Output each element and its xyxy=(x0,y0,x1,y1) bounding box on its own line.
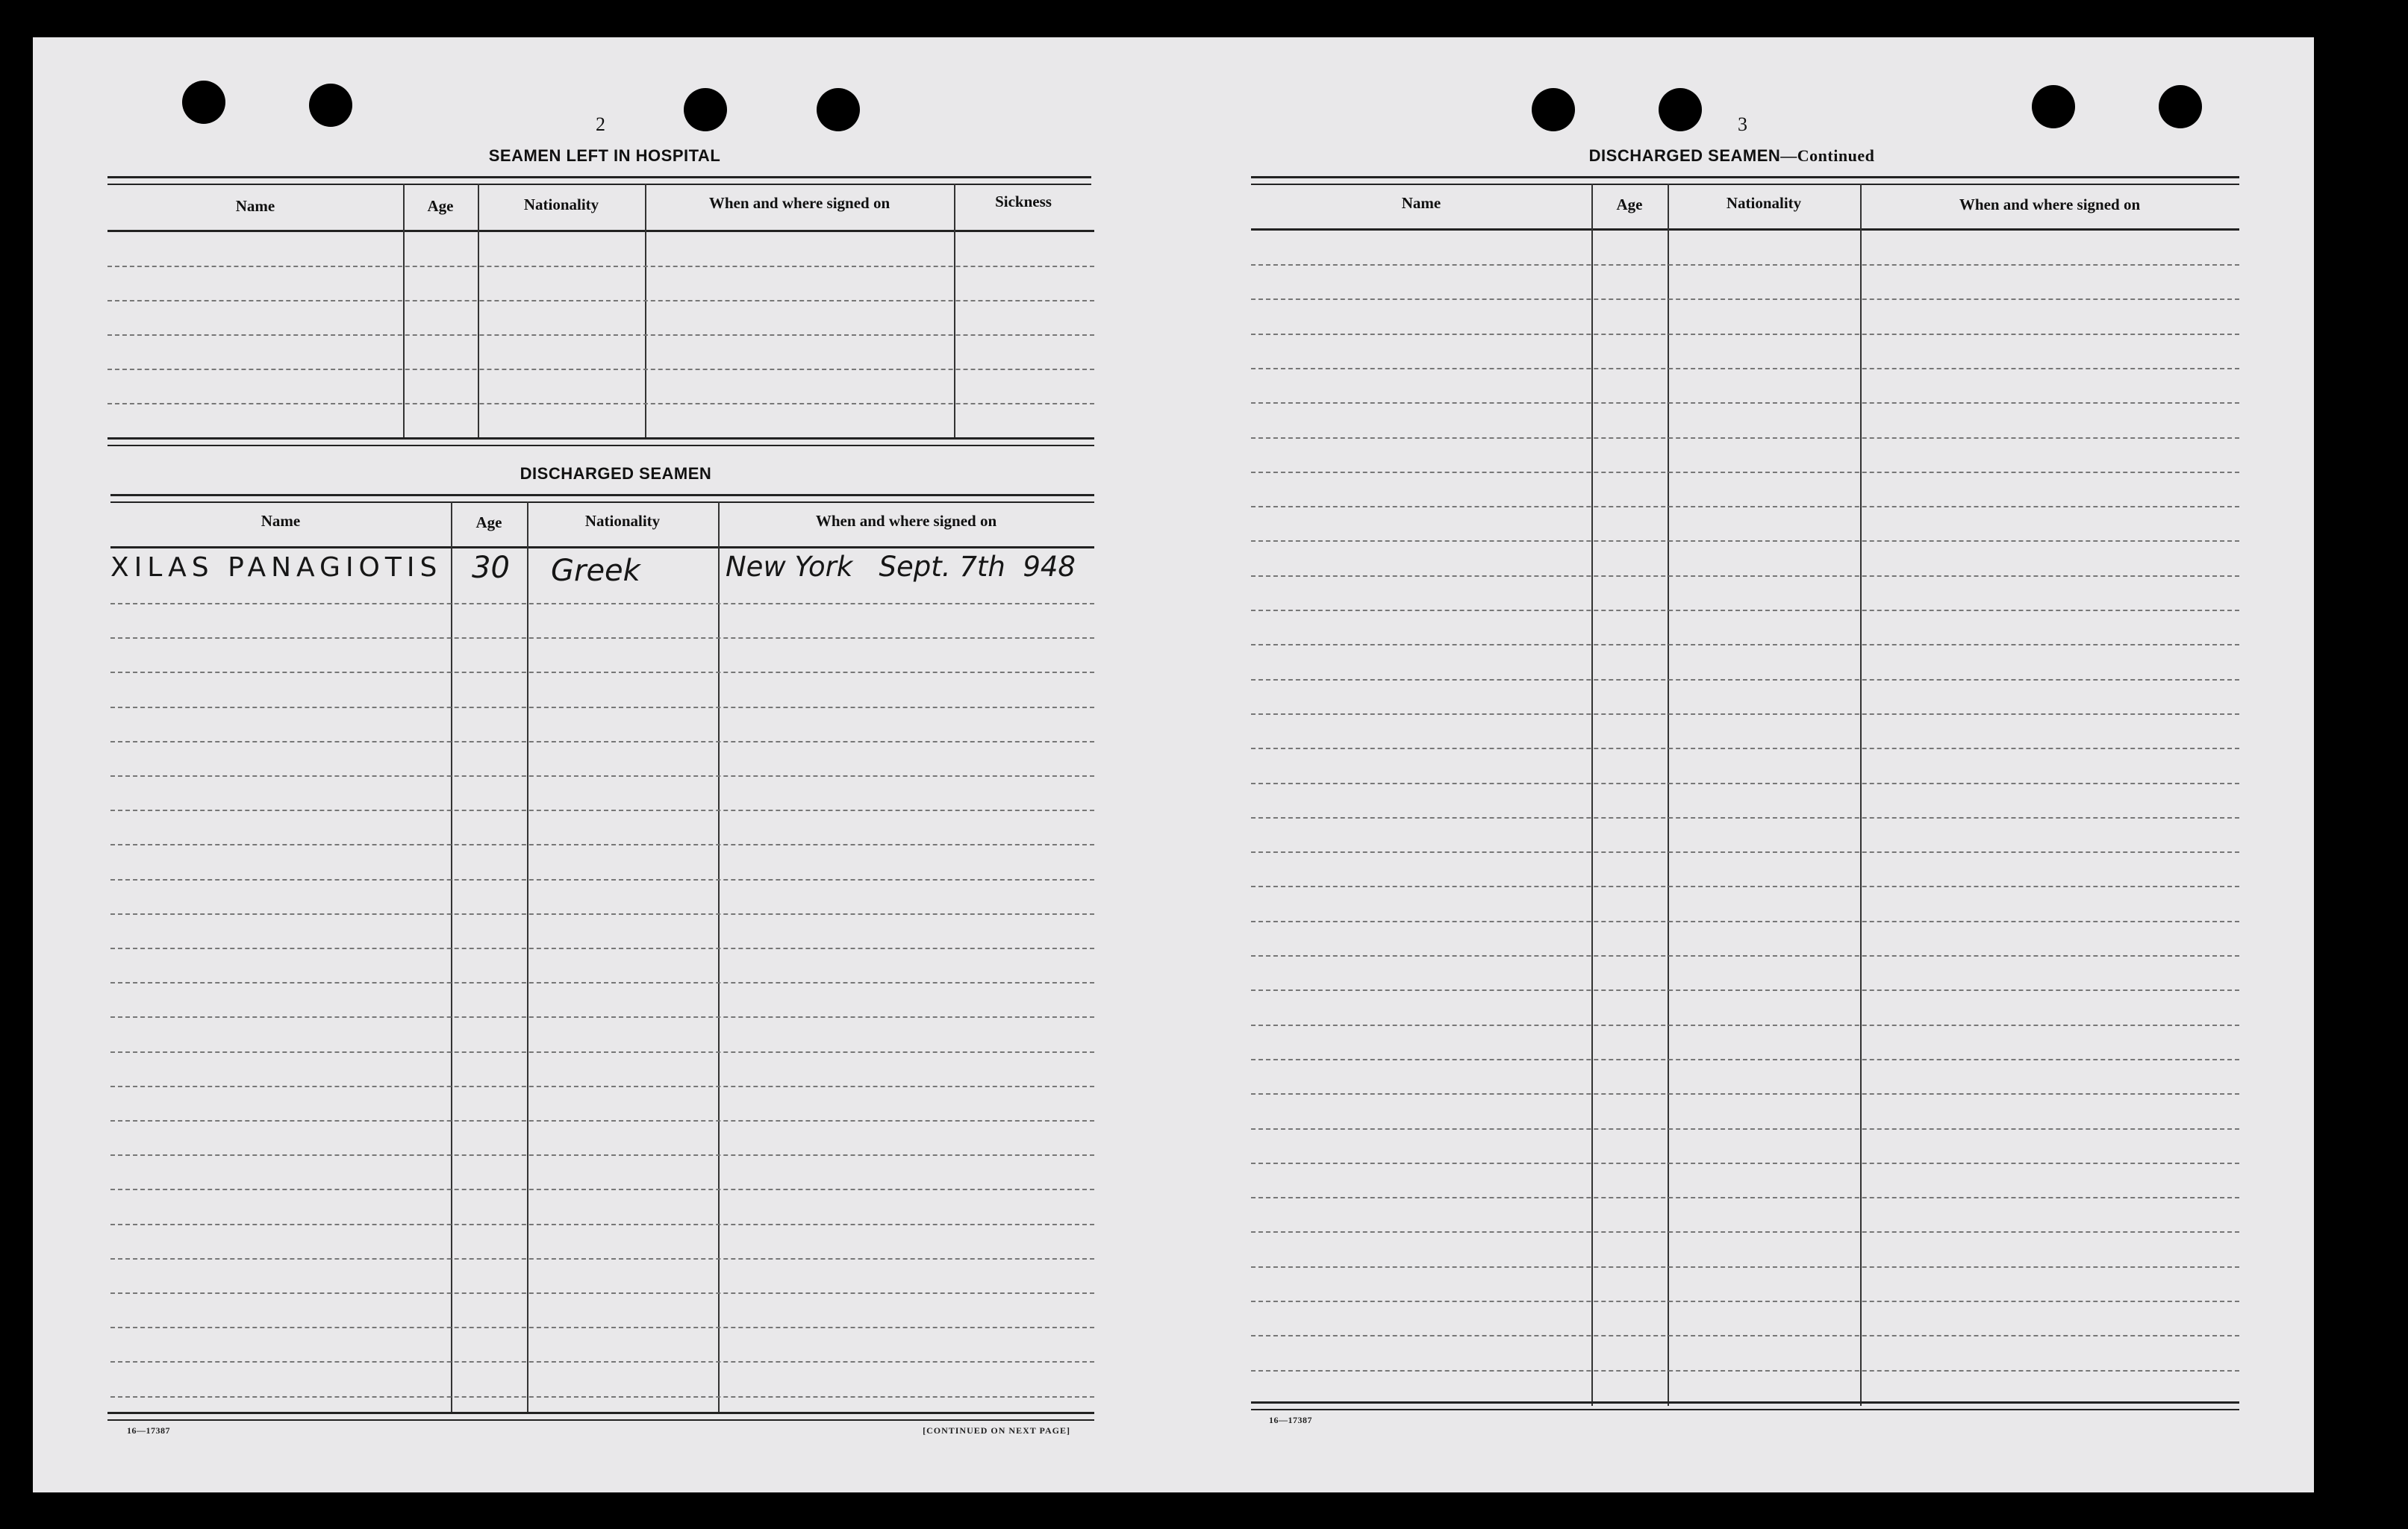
row-line xyxy=(1251,334,2239,335)
punch-hole xyxy=(2159,85,2202,128)
row-line xyxy=(1251,540,2239,542)
row-line xyxy=(107,266,1094,267)
row-line xyxy=(110,1327,1094,1328)
row-line xyxy=(110,1224,1094,1225)
row-line xyxy=(1251,437,2239,439)
row-line xyxy=(110,982,1094,984)
punch-hole xyxy=(1659,88,1702,131)
column-divider xyxy=(645,184,646,439)
punch-hole xyxy=(1532,88,1575,131)
row-line xyxy=(110,844,1094,845)
row-line xyxy=(1251,817,2239,819)
row-line xyxy=(1251,783,2239,784)
column-divider xyxy=(954,184,955,439)
page-number-left: 2 xyxy=(596,113,605,135)
title-suffix: —Continued xyxy=(1780,146,1875,165)
row-line xyxy=(110,810,1094,811)
punch-hole xyxy=(2032,85,2075,128)
row-line xyxy=(1251,1025,2239,1026)
row-line xyxy=(1251,748,2239,749)
hospital-header-nationality: Nationality xyxy=(523,196,599,213)
column-divider xyxy=(1668,184,1669,1406)
row-line xyxy=(107,403,1094,404)
column-divider xyxy=(1591,184,1593,1406)
column-divider xyxy=(478,184,479,439)
right-header-signed-on: When and where signed on xyxy=(1959,196,2141,213)
right-section-title xyxy=(1538,146,1926,166)
row-line xyxy=(110,1154,1094,1156)
form-number-right: 16—17387 xyxy=(1269,1415,1312,1425)
discharged-section-title: DISCHARGED SEAMEN xyxy=(520,464,712,483)
row-line xyxy=(1251,402,2239,404)
rule xyxy=(107,437,1094,446)
row-line xyxy=(110,1292,1094,1294)
discharged-header-name: Name xyxy=(261,512,301,530)
entry-nationality: Greek xyxy=(551,554,640,588)
hospital-header-signed-on: When and where signed on xyxy=(708,194,890,212)
row-line xyxy=(1251,713,2239,715)
row-line xyxy=(1251,575,2239,577)
column-divider xyxy=(403,184,405,439)
discharged-header-age: Age xyxy=(475,513,502,531)
row-line xyxy=(1251,472,2239,473)
discharged-header-signed-on: When and where signed on xyxy=(815,512,997,530)
page-number-right: 3 xyxy=(1738,113,1747,135)
continued-note: [CONTINUED ON NEXT PAGE] xyxy=(923,1425,1070,1436)
rule xyxy=(107,1412,1094,1421)
row-line xyxy=(1251,264,2239,266)
row-line xyxy=(107,334,1094,336)
row-line xyxy=(107,300,1094,301)
row-line xyxy=(110,1120,1094,1122)
header-rule xyxy=(107,230,1094,232)
header-rule xyxy=(1251,228,2239,231)
rule xyxy=(110,494,1094,503)
entry-signed-on: New York Sept. 7th 948 xyxy=(726,551,1076,583)
row-line xyxy=(110,879,1094,881)
row-line xyxy=(1251,921,2239,922)
rule xyxy=(107,176,1091,185)
row-line xyxy=(107,369,1094,370)
row-line xyxy=(110,1016,1094,1018)
row-line xyxy=(1251,1266,2239,1268)
title-main: DISCHARGED SEAMEN xyxy=(1588,146,1781,165)
hospital-header-age: Age xyxy=(427,197,454,215)
form-sheet xyxy=(33,37,2314,1492)
punch-hole xyxy=(817,88,860,131)
row-line xyxy=(1251,989,2239,991)
hospital-header-sickness: Sickness xyxy=(995,193,1052,210)
right-header-name: Name xyxy=(1401,194,1441,212)
form-number-left: 16—17387 xyxy=(127,1425,170,1436)
entry-name: XILAS PANAGIOTIS xyxy=(110,552,443,583)
row-line xyxy=(110,603,1094,604)
hospital-section-title: SEAMEN LEFT IN HOSPITAL xyxy=(488,146,721,165)
row-line xyxy=(110,1051,1094,1053)
row-line xyxy=(1251,1163,2239,1164)
hospital-header-name: Name xyxy=(235,197,275,215)
row-line xyxy=(1251,644,2239,645)
row-line xyxy=(1251,1093,2239,1095)
row-line xyxy=(110,637,1094,639)
row-line xyxy=(110,1258,1094,1260)
row-line xyxy=(1251,506,2239,507)
row-line xyxy=(1251,679,2239,681)
row-line xyxy=(1251,886,2239,887)
row-line xyxy=(110,1189,1094,1190)
row-line xyxy=(1251,1059,2239,1060)
row-line xyxy=(1251,1370,2239,1372)
row-line xyxy=(1251,1197,2239,1198)
rule xyxy=(1251,1401,2239,1410)
rule xyxy=(1251,176,2239,185)
row-line xyxy=(110,1086,1094,1087)
discharged-header-nationality: Nationality xyxy=(584,512,661,530)
punch-hole xyxy=(684,88,727,131)
row-line xyxy=(1251,610,2239,611)
row-line xyxy=(110,948,1094,949)
right-header-age: Age xyxy=(1616,196,1643,213)
row-line xyxy=(1251,955,2239,957)
row-line xyxy=(110,913,1094,915)
row-line xyxy=(110,1361,1094,1363)
row-line xyxy=(110,707,1094,708)
punch-hole xyxy=(182,81,225,124)
row-line xyxy=(110,672,1094,673)
entry-age: 30 xyxy=(472,551,510,585)
row-line xyxy=(1251,368,2239,369)
punch-hole xyxy=(309,84,352,127)
row-line xyxy=(1251,1128,2239,1130)
column-divider xyxy=(1860,184,1862,1406)
header-rule xyxy=(110,546,1094,548)
row-line xyxy=(1251,1301,2239,1302)
row-line xyxy=(110,741,1094,742)
row-line xyxy=(110,775,1094,777)
row-line xyxy=(1251,1231,2239,1233)
row-line xyxy=(110,1396,1094,1398)
row-line xyxy=(1251,298,2239,300)
row-line xyxy=(1251,1335,2239,1336)
right-header-nationality: Nationality xyxy=(1726,194,1802,212)
row-line xyxy=(1251,851,2239,853)
